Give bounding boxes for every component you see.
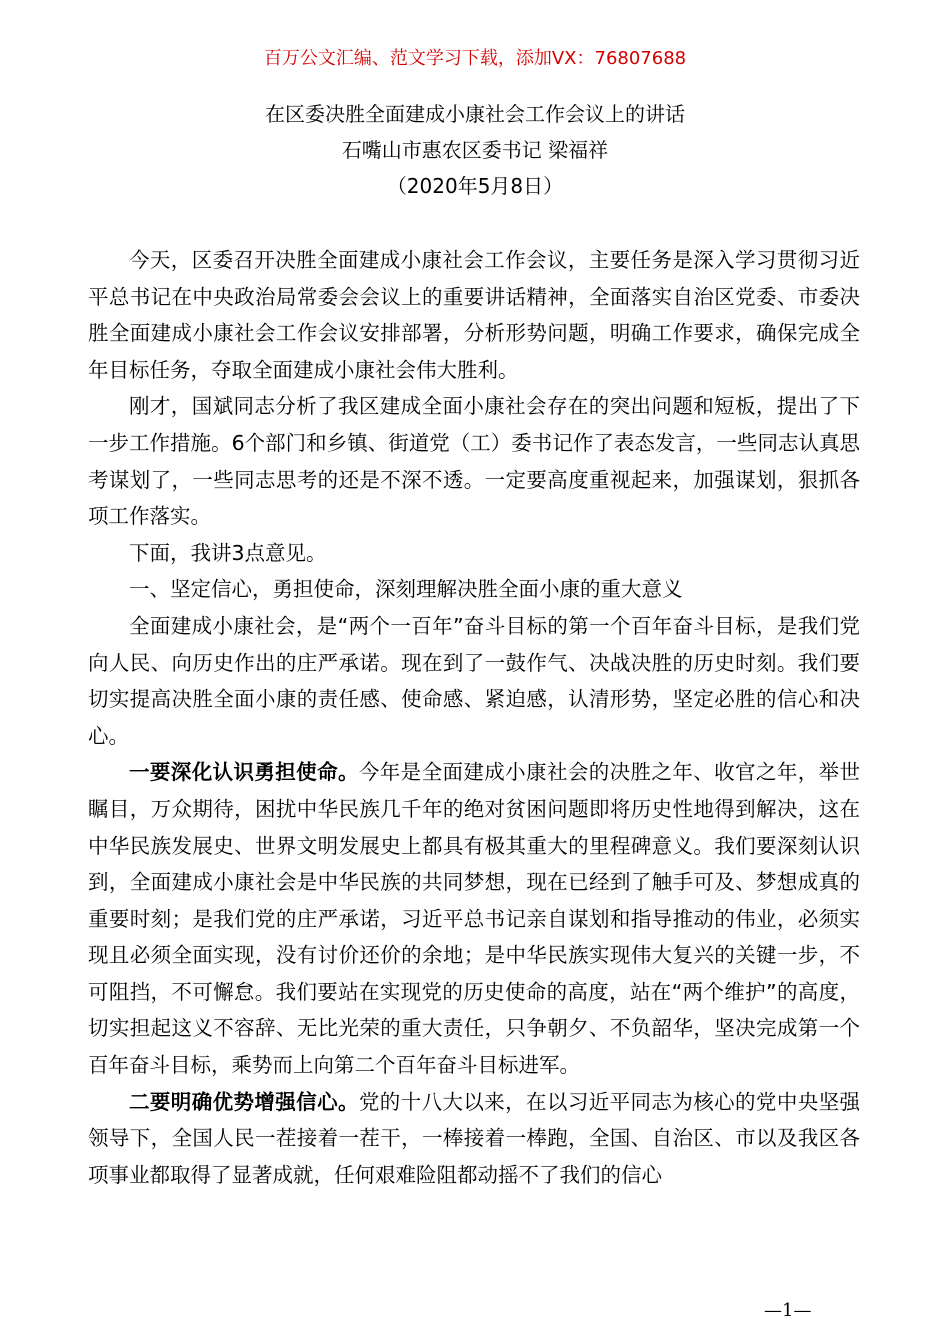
date-line: （2020年5月8日） [386, 174, 564, 198]
watermark-header: 百万公文汇编、范文学习下载，添加VX：76807688 [263, 48, 687, 69]
paragraph-6-text: 今年是全面建成小康社会的决胜之年、收官之年，举世瞩目，万众期待，困扰中华民族几千年的绝对贫困问题即将历史性地得到解决，这在中华民族发展史、世界文明发展史上都具有极其重大的里程碑意义。我们要深刻认识到，全面建成小康社会是中华民族的共同梦想，现在已经到了触手可及、梦想成真的重要时刻；是我们党的庄严承诺，习近平总书记亲自谋划和指导推动的伟业，必须实现且必须全面实现，没有讨价还价的余地；是中华民族实现伟大复兴的关键一步，不可阻挡，不可懈怠。我们要站在实现党的历史使命的高度，站在“两个维护”的高度，切实担起这义不容辞、无比光荣的重大责任，只争朝夕、不负韶华，坚决完成第一个百年奋斗目标，乘势而上向第二个百年奋斗目标进军。 [88, 760, 861, 1078]
speech-title: 在区委决胜全面建成小康社会工作会议上的讲话 [265, 102, 685, 126]
paragraph-6 [88, 754, 860, 1083]
paragraph-3: 下面，我讲3点意见。 [129, 540, 327, 565]
paragraph-1: 今天，区委召开决胜全面建成小康社会工作会议，主要任务是深入学习贯彻习近平总书记在中央政治局常委会会议上的重要讲话精神，全面落实自治区党委、市委决胜全面建成小康社会工作会议安排部署，分析形势问题，明确工作要求，确保完成全年目标任务，夺取全面建成小康社会伟大胜利。 [88, 248, 860, 382]
paragraph-7 [88, 1084, 860, 1194]
section-heading-1: 一、坚定信心，勇担使命，深刻理解决胜全面小康的重大意义 [129, 577, 683, 602]
speaker-line: 石嘴山市惠农区委书记 梁福祥 [341, 138, 609, 162]
point-heading-1: 一要深化认识勇担使命。 [129, 760, 359, 785]
title-block [0, 96, 950, 204]
document-body [88, 242, 860, 1193]
point-heading-2: 二要明确优势增强信心。 [129, 1089, 359, 1114]
page-number: —1— [764, 1300, 812, 1321]
paragraph-5: 全面建成小康社会，是“两个一百年”奋斗目标的第一个百年奋斗目标，是我们党向人民、向历史作出的庄严承诺。现在到了一鼓作气、决战决胜的历史时刻。我们要切实提高决胜全面小康的责任感、使命感、紧迫感，认清形势，坚定必胜的信心和决心。 [88, 613, 860, 748]
paragraph-2: 刚才，国斌同志分析了我区建成全面小康社会存在的突出问题和短板，提出了下一步工作措施。6个部门和乡镇、街道党（工）委书记作了表态发言，一些同志认真思考谋划了，一些同志思考的还是不深不透。一定要高度重视起来，加强谋划，狠抓各项工作落实。 [88, 394, 860, 529]
paragraph-7-text: 党的十八大以来，在以习近平同志为核心的党中央坚强领导下，全国人民一茬接着一茬干，一棒接着一棒跑，全国、自治区、市以及我区各项事业都取得了显著成就，任何艰难险阻都动摇不了我们的信心 [88, 1089, 861, 1187]
